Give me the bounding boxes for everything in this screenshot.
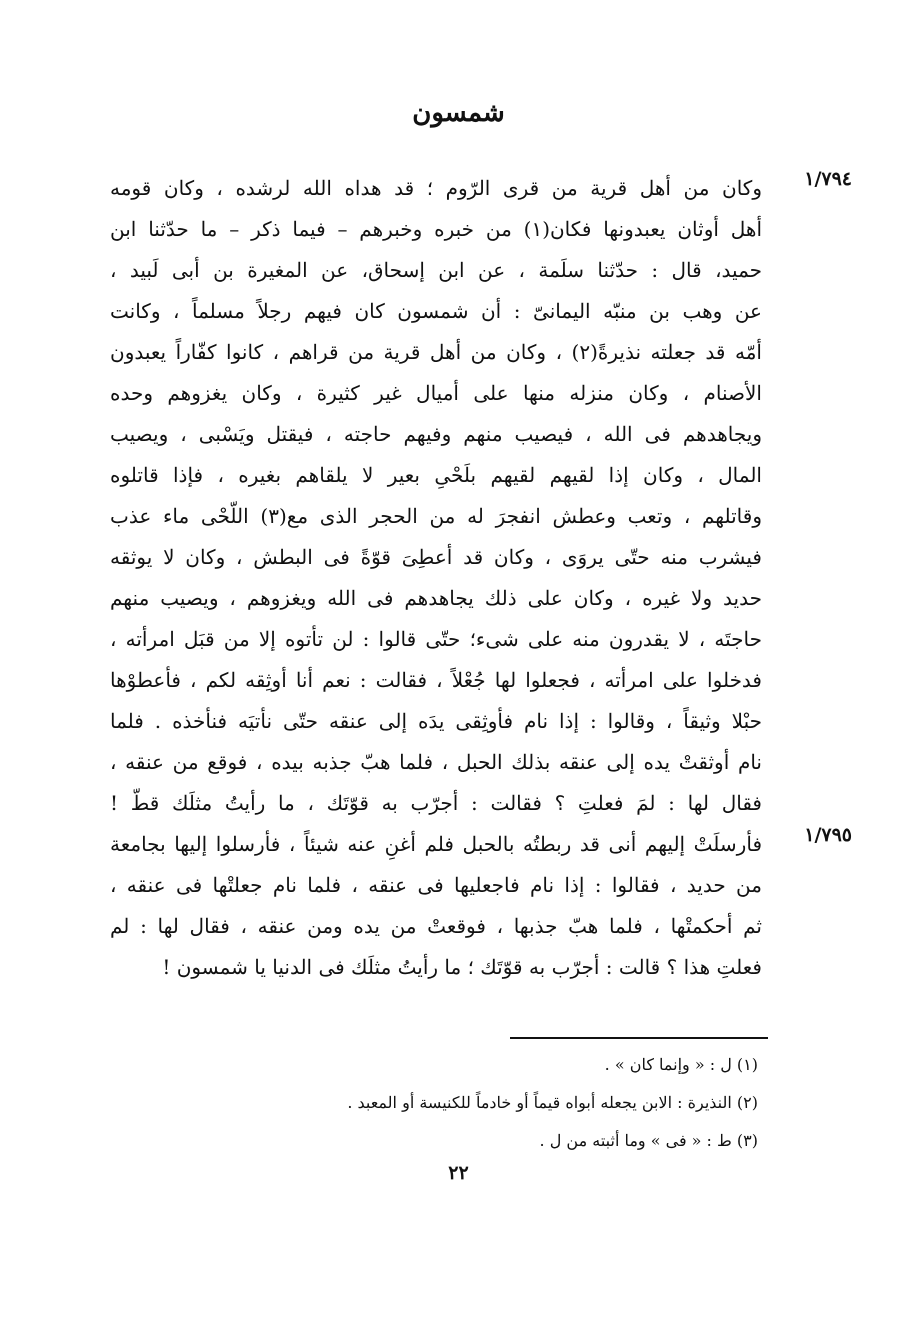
text-line: وقاتلهم ، وتعب وعطش انفجرَ له من الحجر الذى مع(٣) اللّحْى ماء عذب xyxy=(110,504,762,528)
footnotes xyxy=(110,1046,758,1160)
text-line: حميد، قال : حدّثنا سلَمة ، عن ابن إسحاق، عن المغيرة بن أبى لَبيد ، xyxy=(110,258,762,282)
text-line: أهل أوثان يعبدونها فكان(١) من خبره وخبرهم – فيما ذكر – ما حدّثنا ابن xyxy=(110,217,762,241)
footnote: (١) ل : « وإنما كان » . xyxy=(604,1055,758,1074)
text-line: ثم أحكمتْها ، فلما هبّ جذبها ، فوقعتْ من يده ومن عنقه ، فقال لها : لم xyxy=(110,914,762,938)
margin-reference-795: ١/٧٩٥ xyxy=(804,824,852,846)
text-line: المال ، وكان إذا لقيهم لقيهم بلَحْىِ بعير لا يلقاهم بغيره ، فإذا قاتلوه xyxy=(110,463,762,487)
footnote: (٢) النذيرة : الابن يجعله أبواه قيماً أو خادماً للكنيسة أو المعبد . xyxy=(347,1093,758,1112)
text-line: أمّه قد جعلته نذيرةً(٢) ، وكان من أهل قرية من قراهم ، كانوا كفّاراً يعبدون xyxy=(110,340,762,364)
page-title: شمسون xyxy=(412,98,505,128)
text-line: من حديد ، فقالوا : إذا نام فاجعليها فى عنقه ، فلما نام جعلتْها فى عنقه ، xyxy=(110,873,762,897)
text-line: حبْلا وثيقاً ، وقالوا : إذا نام فأوثِقى يدَه إلى عنقه حتّى نأتيَه فنأخذه . فلما xyxy=(110,709,762,733)
text-line: فأرسلَتْ إليهم أنى قد ربطتُه بالحبل فلم أغنِ عنه شيئاً ، فأرسلوا إليها بجامعة xyxy=(110,832,762,856)
main-text xyxy=(110,168,762,988)
margin-reference-794: ١/٧٩٤ xyxy=(804,168,852,190)
footnote-divider xyxy=(510,1037,768,1039)
text-line: حديد ولا غيره ، وكان على ذلك يجاهدهم فى الله ويغزوهم ، ويصيب منهم xyxy=(110,586,762,610)
text-line: وكان من أهل قرية من قرى الرّوم ؛ قد هداه الله لرشده ، وكان قومه xyxy=(110,176,762,200)
text-line: نام أوثقتْ يده إلى عنقه بذلك الحبل ، فلما هبّ جذبه بيده ، فوقع من عنقه ، xyxy=(110,750,762,774)
page-number: ٢٢ xyxy=(448,1162,469,1184)
text-line: فيشرب منه حتّى يروَى ، وكان قد أعطِىَ قوّةً فى البطش ، وكان لا يوثقه xyxy=(110,545,762,569)
text-line: حاجتَه ، لا يقدرون منه على شىء؛ حتّى قالوا : لن تأتوه إلا من قبَل امرأته ، xyxy=(110,627,762,651)
text-line: فعلتِ هذا ؟ قالت : أجرّب به قوّتَك ؛ ما رأيتُ مثلَك فى الدنيا يا شمسون ! xyxy=(162,955,762,979)
text-line: عن وهب بن منبّه اليمانىّ : أن شمسون كان فيهم رجلاً مسلماً ، وكانت xyxy=(110,299,762,323)
text-line: ويجاهدهم فى الله ، فيصيب منهم وفيهم حاجته ، فيقتل ويَسْبى ، ويصيب xyxy=(110,422,762,446)
text-line: فقال لها : لمَ فعلتِ ؟ فقالت : أجرّب به قوّتَك ، ما رأيتُ مثلَك قطّ ! xyxy=(110,791,762,815)
footnote: (٣) ط : « فى » وما أثبته من ل . xyxy=(539,1131,758,1150)
text-line: الأصنام ، وكان منزله منها على أميال غير كثيرة ، وكان يغزوهم وحده xyxy=(110,381,762,405)
text-line: فدخلوا على امرأته ، فجعلوا لها جُعْلاً ، فقالت : نعم أنا أوثِقه لكم ، فأعطوْها xyxy=(110,668,762,692)
